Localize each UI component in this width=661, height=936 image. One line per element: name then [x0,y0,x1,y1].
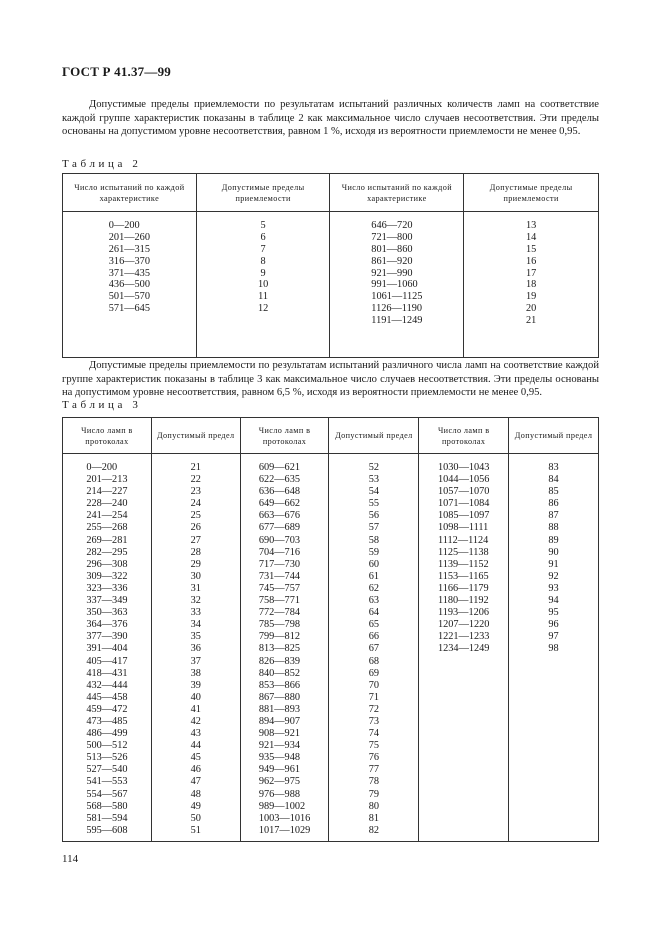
table-cell: 36 [190,643,201,655]
table-cell: 371—435 [108,267,150,279]
table-cell: 57 [368,522,380,534]
table-cell: 44 [190,740,201,752]
table-cell: 1125—1138 [437,546,489,558]
table-cell: 840—852 [258,667,300,679]
table-cell: 96 [548,619,559,631]
table-cell: 853—866 [258,679,300,691]
table-cell: 86 [548,498,559,510]
table-cell: 65 [368,619,380,631]
table-cell: 214—227 [86,486,128,498]
table-3 [62,417,599,842]
table-cell: 609—621 [258,462,300,473]
table-cell: 78 [368,776,380,788]
table-cell: 50 [190,812,201,824]
table-cell: 1139—1152 [437,558,489,570]
table-cell: 69 [368,667,380,679]
table3-column-3 [240,454,329,842]
table-cell: 1153—1165 [437,570,489,582]
table-cell: 67 [368,643,380,655]
table-cell: 32 [190,595,201,607]
table-cell: 74 [368,728,380,740]
table-cell: 39 [190,679,201,691]
table-cell: 29 [190,558,201,570]
table-cell: 1085—1097 [437,510,490,522]
table-cell: 935—948 [258,752,300,764]
table-cell: 93 [548,582,559,594]
table-cell: 568—580 [86,800,128,812]
table-cell: 30 [190,570,201,582]
table2-column-1 [63,212,197,358]
table-cell: 66 [368,631,380,643]
table-cell: 89 [548,534,559,546]
table-cell: 25 [190,510,201,522]
table-cell: 1061—1125 [371,291,423,303]
table-cell: 62 [368,582,380,594]
table-cell: 21 [525,315,537,327]
table-cell: 38 [190,667,201,679]
table3-column-5 [419,454,509,842]
table-cell: 33 [190,607,201,619]
table-cell: 1207—1220 [437,619,490,631]
table2-header-3: Число испытаний по каждой характеристике [330,174,464,212]
table-cell: 55 [368,498,380,510]
table-cell: 731—744 [258,570,300,582]
table-cell: 269—281 [86,534,128,546]
table-cell: 486—499 [86,728,128,740]
table-cell: 41 [190,703,201,715]
table-cell: 26 [190,522,201,534]
paragraph-table3-intro: Допустимые пределы приемлемости по результатам испытаний различного числа ламп на соответствие каждой группе характеристик показаны в таблице 3 как максимальное число случаев несоответствия. Эти пределы основаны на допустимом уровне несоответствия, равном 6,5 %, исходя из вероятности приемлемости не менее 0,95. [62,360,599,399]
table-cell: 1180—1192 [437,595,489,607]
table-cell: 500—512 [86,740,128,752]
table-cell: 241—254 [86,510,128,522]
table-cell: 24 [190,498,201,510]
table-cell: 76 [368,752,380,764]
table-cell: 68 [368,655,380,667]
table-cell: 12 [257,303,269,315]
table-cell: 813—825 [258,643,300,655]
table-cell: 11 [258,291,269,303]
table-cell: 949—961 [258,764,300,776]
table-cell: 16 [525,255,537,267]
table-cell: 1044—1056 [437,474,490,486]
table-cell: 0—200 [108,220,140,231]
table-cell: 17 [525,267,537,279]
table-cell: 8 [260,255,266,267]
table3-header-2: Допустимый предел [151,418,240,454]
table-cell: 445—458 [86,691,128,703]
table-cell: 90 [548,546,559,558]
table3-header-1: Число ламп в протоколах [63,418,152,454]
table-cell: 663—676 [258,510,300,522]
table-cell: 64 [368,607,380,619]
table-cell: 95 [548,607,559,619]
table-cell: 19 [525,291,537,303]
table-cell: 867—880 [258,691,300,703]
table-cell: 82 [368,824,380,836]
table2-column-4 [464,212,599,358]
table-cell: 87 [548,510,559,522]
table3-header-6: Допустимый предел [509,418,599,454]
table-cell: 704—716 [258,546,300,558]
page-number: 114 [62,853,79,865]
table-cell: 92 [548,570,559,582]
table2-caption: Таблица 2 [62,158,142,170]
table-cell: 14 [525,231,537,243]
table-cell: 54 [368,486,380,498]
table-cell: 541—553 [86,776,128,788]
table-cell: 908—921 [258,728,300,740]
table-cell: 48 [190,788,201,800]
table-cell: 1234—1249 [437,643,490,655]
table2-column-2 [196,212,330,358]
table-cell: 81 [368,812,380,824]
table-cell: 826—839 [258,655,300,667]
table-cell: 21 [190,462,201,473]
table-cell: 1030—1043 [437,462,490,473]
table-cell: 581—594 [86,812,128,824]
table3-column-1 [63,454,152,842]
table-cell: 88 [548,522,559,534]
paragraph-table2-intro: Допустимые пределы приемлемости по результатам испытаний различных количеств ламп на соответствие каждой группе характеристик показаны в таблице 2 как максимальное число случаев несоответствия. Эти пределы основаны на допустимом уровне несоответствия, равном 1 %, исходя из вероятности приемлемости не менее 0,95. [62,99,599,138]
table-cell: 921—990 [371,267,413,279]
table-cell: 15 [525,243,537,255]
table-cell: 1017—1029 [258,824,311,836]
table-cell: 799—812 [258,631,300,643]
table-cell: 61 [368,570,380,582]
table3-header-3: Число ламп в протоколах [240,418,329,454]
table-cell: 0—200 [86,462,118,473]
table-cell: 646—720 [371,220,413,231]
table-cell: 432—444 [86,679,128,691]
document-header: ГОСТ Р 41.37—99 [62,64,171,79]
table-cell: 77 [368,764,380,776]
table-cell: 98 [548,643,559,655]
table-cell: 42 [190,715,201,727]
table-cell: 721—800 [371,231,413,243]
table-cell: 9 [260,267,266,279]
table-cell: 758—771 [258,595,300,607]
table-cell: 10 [257,279,269,291]
table-cell: 1191—1249 [371,315,423,327]
table2-header-4: Допустимые пределы приемлемости [464,174,599,212]
table-cell: 459—472 [86,703,128,715]
table-cell: 34 [190,619,201,631]
table-cell: 201—213 [86,474,128,486]
table2-header-1: Число испытаний по каждой характеристике [63,174,197,212]
table-cell: 364—376 [86,619,128,631]
table-cell: 1071—1084 [437,498,490,510]
table-cell: 323—336 [86,582,128,594]
table-cell: 296—308 [86,558,128,570]
table-cell: 636—648 [258,486,300,498]
table-cell: 27 [190,534,201,546]
table-cell: 46 [190,764,201,776]
table-cell: 53 [368,474,380,486]
table-cell: 1126—1190 [371,303,423,315]
table-cell: 1098—1111 [437,522,489,534]
table-cell: 1221—1233 [437,631,490,643]
table-cell: 282—295 [86,546,128,558]
table-cell: 72 [368,703,380,715]
table-cell: 58 [368,534,380,546]
table-cell: 1166—1179 [437,582,489,594]
table-cell: 18 [525,279,537,291]
table-cell: 677—689 [258,522,300,534]
table-cell: 228—240 [86,498,128,510]
table-cell: 1057—1070 [437,486,490,498]
table3-column-2 [151,454,240,842]
table-cell: 418—431 [86,667,128,679]
table-cell: 337—349 [86,595,128,607]
table-cell: 894—907 [258,715,300,727]
table-cell: 801—860 [371,243,413,255]
table-cell: 60 [368,558,380,570]
table-cell: 501—570 [108,291,150,303]
table-cell: 43 [190,728,201,740]
table-cell: 261—315 [108,243,150,255]
table-cell: 690—703 [258,534,300,546]
table-cell: 71 [368,691,380,703]
table-cell: 73 [368,715,380,727]
table-cell: 255—268 [86,522,128,534]
table3-caption: Таблица 3 [62,399,142,411]
table-cell: 49 [190,800,201,812]
table2-column-3 [330,212,464,358]
table2-header-2: Допустимые пределы приемлемости [196,174,330,212]
table3-column-6 [509,454,599,842]
table-cell: 52 [368,462,380,473]
table-cell: 785—798 [258,619,300,631]
table-cell: 513—526 [86,752,128,764]
table-cell: 13 [525,220,537,231]
table-cell: 63 [368,595,380,607]
table-cell: 22 [190,474,201,486]
table-cell: 861—920 [371,255,413,267]
table-cell: 6 [260,231,266,243]
table-cell: 79 [368,788,380,800]
table-cell: 962—975 [258,776,300,788]
table-cell: 47 [190,776,201,788]
table-cell: 405—417 [86,655,128,667]
table-cell: 40 [190,691,201,703]
table-cell: 70 [368,679,380,691]
table-cell: 473—485 [86,715,128,727]
table-cell: 91 [548,558,559,570]
table-cell: 201—260 [108,231,150,243]
table-cell: 622—635 [258,474,300,486]
table-cell: 571—645 [108,303,150,315]
table-cell: 31 [190,582,201,594]
table-cell: 436—500 [108,279,150,291]
table-cell: 59 [368,546,380,558]
table-cell: 991—1060 [371,279,418,291]
table-cell: 989—1002 [258,800,306,812]
table-cell: 745—757 [258,582,300,594]
table-cell: 28 [190,546,201,558]
table-cell: 377—390 [86,631,128,643]
table-cell: 554—567 [86,788,128,800]
table-cell: 20 [525,303,537,315]
table-cell: 772—784 [258,607,300,619]
table-cell: 391—404 [86,643,128,655]
table3-column-4 [329,454,419,842]
table-cell: 35 [190,631,201,643]
table-cell: 976—988 [258,788,300,800]
table-cell: 881—893 [258,703,300,715]
table-cell: 7 [260,243,266,255]
table-2 [62,173,599,358]
table-cell: 921—934 [258,740,300,752]
table-cell: 1003—1016 [258,812,311,824]
table-cell: 595—608 [86,824,128,836]
table-cell: 5 [260,220,266,231]
table-cell: 1112—1124 [437,534,489,546]
table-cell: 316—370 [108,255,150,267]
table-cell: 80 [368,800,380,812]
table3-header-4: Допустимый предел [329,418,419,454]
table-cell: 75 [368,740,380,752]
table-cell: 717—730 [258,558,300,570]
table-cell: 85 [548,486,559,498]
table-cell: 350—363 [86,607,128,619]
table-cell: 309—322 [86,570,128,582]
table-cell: 1193—1206 [437,607,490,619]
table-cell: 84 [548,474,559,486]
table-cell: 37 [190,655,201,667]
table-cell: 94 [548,595,559,607]
table-cell: 23 [190,486,201,498]
table-cell: 83 [548,462,559,473]
table-cell: 45 [190,752,201,764]
table-cell: 649—662 [258,498,300,510]
table-cell: 97 [548,631,559,643]
table3-header-5: Число ламп в протоколах [419,418,509,454]
table-cell: 56 [368,510,380,522]
table-cell: 51 [190,824,201,836]
table-cell: 527—540 [86,764,128,776]
